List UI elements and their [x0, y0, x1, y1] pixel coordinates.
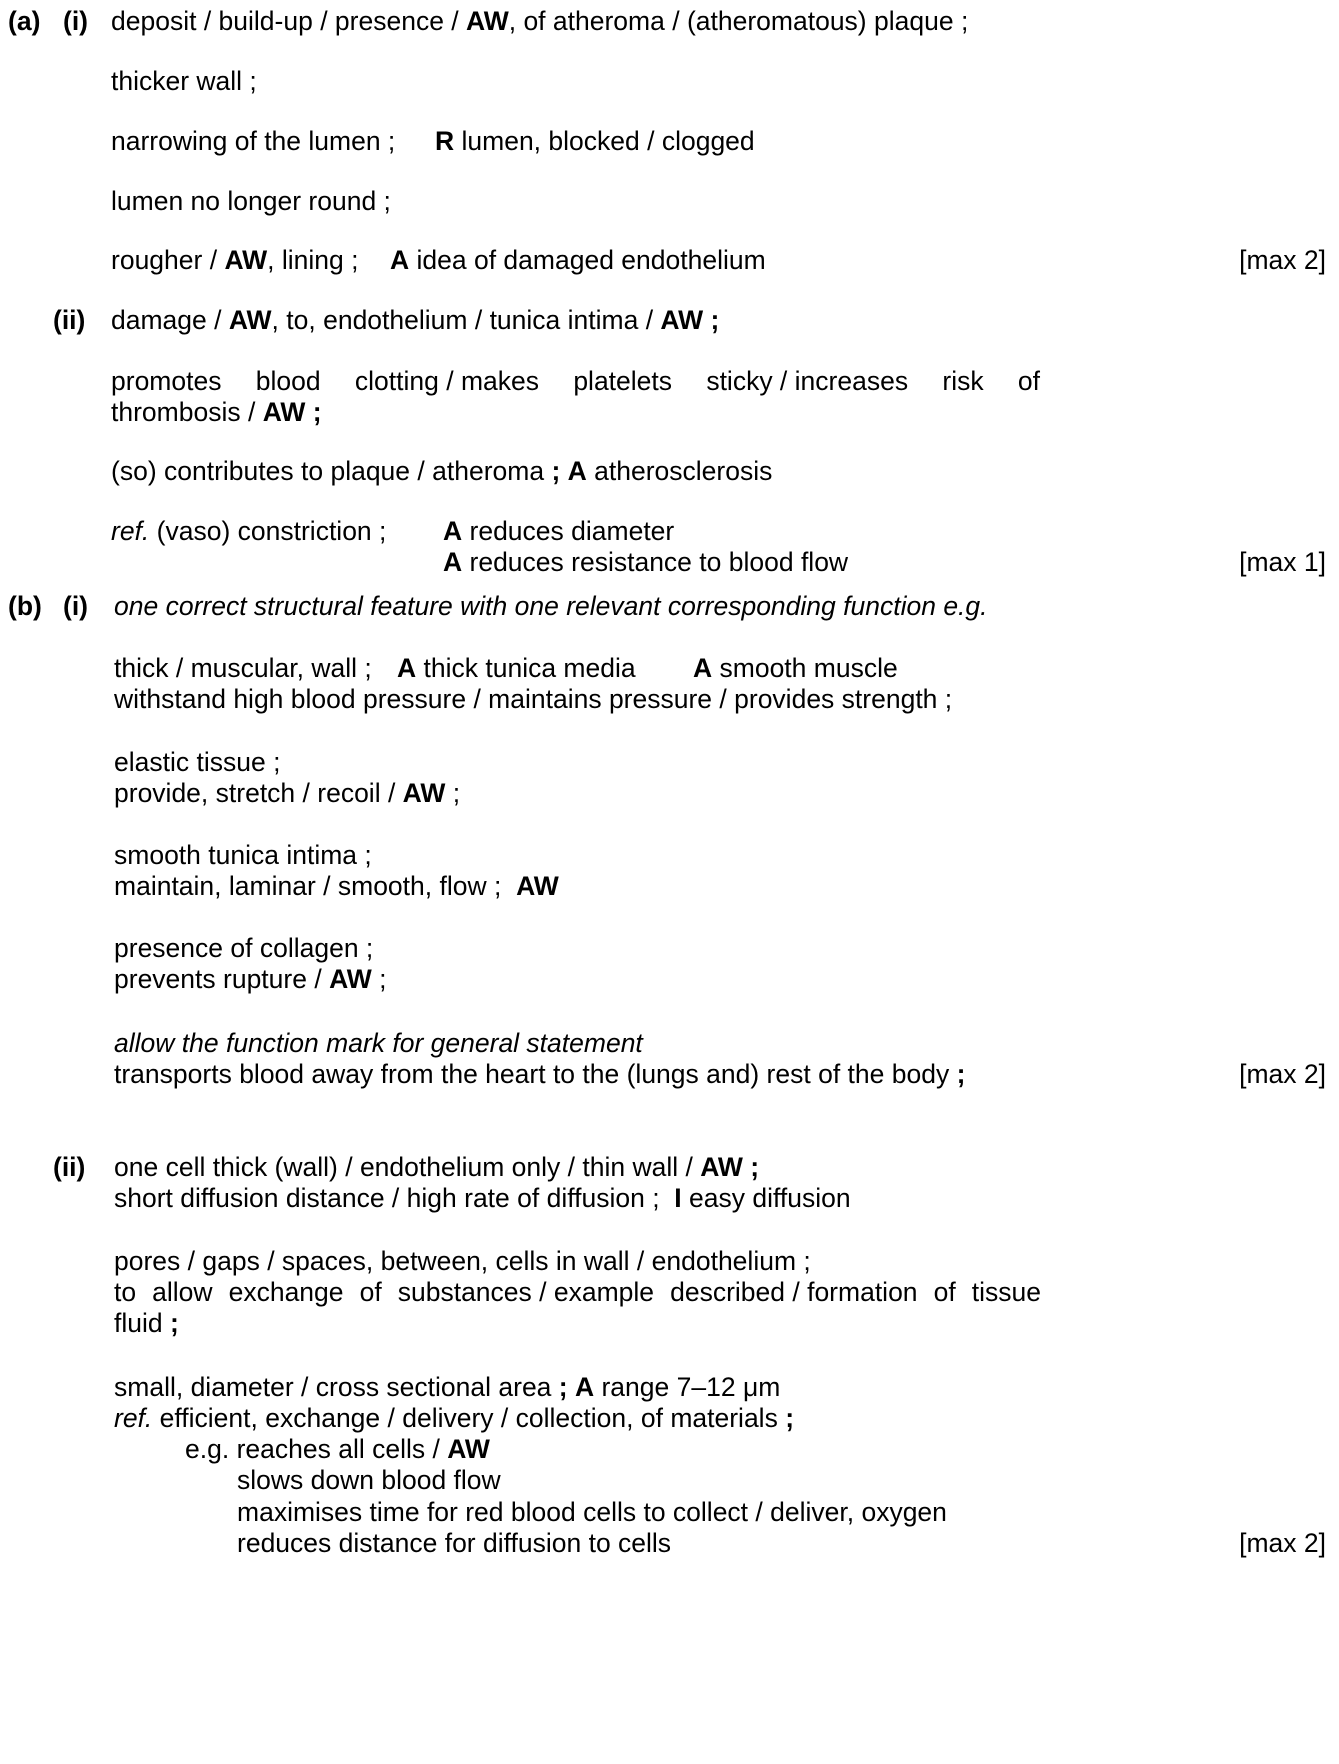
b-i-thick-wall: thick / muscular, wall ; — [114, 653, 372, 683]
text: rougher / — [111, 245, 225, 275]
a-ii-accept-resistance — [443, 547, 848, 578]
ref-tag: ref. — [114, 1403, 153, 1433]
b-ii-one-cell — [114, 1152, 759, 1183]
text: range 7–12 μm — [594, 1372, 781, 1402]
a-ii-thrombosis — [111, 397, 322, 428]
text: efficient, exchange / delivery / collection, of materials — [152, 1403, 786, 1433]
b-i-smooth: smooth tunica intima ; — [114, 840, 372, 870]
word: risk — [942, 366, 984, 396]
semicolon: ; — [785, 1403, 795, 1433]
text: ; — [703, 305, 720, 335]
b-i-withstand: withstand high blood pressure / maintains pressure / provides strength ; — [114, 684, 953, 714]
b-i-transports — [114, 1059, 965, 1090]
word: blood — [255, 366, 321, 396]
word: sticky / increases — [706, 366, 909, 396]
text: reduces diameter — [462, 516, 675, 546]
text: , to, endothelium / tunica intima / — [271, 305, 661, 335]
text: deposit / build-up / presence / — [111, 6, 467, 36]
word: of — [1017, 366, 1040, 396]
accept-tag: A — [567, 456, 587, 486]
ignore-tag: I — [674, 1183, 682, 1213]
semicolon: ; — [551, 456, 561, 486]
b-i-elastic: elastic tissue ; — [114, 747, 281, 777]
b-i-laminar — [114, 871, 559, 902]
b-i-stretch — [114, 778, 460, 809]
aw-tag: AW — [224, 245, 268, 275]
text: (so) contributes to plaque / atheroma — [111, 456, 552, 486]
word: platelets — [573, 366, 673, 396]
semicolon: ; — [169, 1308, 179, 1338]
sub-ii-label: (ii) — [53, 1152, 86, 1182]
b-ii-slows: slows down blood flow — [237, 1465, 501, 1495]
a-ii-contributes — [111, 456, 772, 487]
a-i-deposit-line — [111, 6, 968, 37]
accept-tag: A — [397, 653, 417, 683]
a-ii-accept-diameter — [443, 516, 674, 547]
a-i-not-round: lumen no longer round ; — [111, 186, 391, 216]
text: , lining ; — [267, 245, 359, 275]
reject-tag: R — [435, 126, 455, 156]
word: promotes — [111, 366, 222, 396]
text: reduces resistance to blood flow — [462, 547, 849, 577]
b-ii-maximises: maximises time for red blood cells to collect / deliver, oxygen — [237, 1497, 947, 1527]
b-ii-allow-line — [114, 1277, 1041, 1308]
text: idea of damaged endothelium — [409, 245, 766, 275]
aw-tag: AW — [700, 1152, 743, 1182]
b-i-allow-note — [114, 1028, 643, 1059]
a-ii-promotes-line — [111, 366, 1040, 397]
max-marks-a-ii: [max 1] — [1239, 547, 1326, 577]
text: prevents rupture / — [114, 964, 330, 994]
b-ii-efficient — [114, 1403, 794, 1434]
text: ; — [742, 1152, 760, 1182]
aw-tag: AW — [228, 305, 272, 335]
max-marks-a-i: [max 2] — [1239, 245, 1326, 275]
text: easy diffusion — [681, 1183, 851, 1213]
text: maintain, laminar / smooth, flow ; — [114, 871, 502, 901]
text: thick tunica media — [416, 653, 636, 683]
text: ; — [305, 397, 322, 427]
max-marks-b-ii: [max 2] — [1239, 1528, 1326, 1558]
b-i-intro — [114, 591, 988, 622]
word: to — [114, 1277, 137, 1307]
accept-tag: A — [443, 516, 463, 546]
sub-ii-label: (ii) — [53, 305, 86, 335]
max-marks-b-i: [max 2] — [1239, 1059, 1326, 1089]
aw-tag: AW — [466, 6, 509, 36]
semicolon: ; — [558, 1372, 568, 1402]
b-ii-small-diameter — [114, 1372, 780, 1403]
aw-tag: AW — [447, 1434, 490, 1464]
b-ii-fluid — [114, 1308, 179, 1339]
text: e.g. reaches all cells / — [185, 1434, 448, 1464]
a-i-narrowing: narrowing of the lumen ; — [111, 126, 396, 156]
text: thrombosis / — [111, 397, 263, 427]
sub-i-label: (i) — [63, 6, 89, 36]
accept-tag: A — [693, 653, 713, 683]
text: small, diameter / cross sectional area — [114, 1372, 559, 1402]
b-ii-reduces: reduces distance for diffusion to cells — [237, 1528, 672, 1558]
ref-tag: ref. — [111, 516, 150, 546]
b-i-collagen: presence of collagen ; — [114, 933, 374, 963]
text: (vaso) constriction ; — [149, 516, 387, 546]
word: substances / example — [397, 1277, 655, 1307]
a-i-thicker-wall: thicker wall ; — [111, 66, 257, 96]
word: clotting / makes — [354, 366, 540, 396]
sub-i-label: (i) — [63, 591, 89, 621]
word: exchange — [228, 1277, 344, 1307]
a-i-accept-note — [390, 245, 766, 276]
aw-tag: AW — [402, 778, 446, 808]
text: fluid — [114, 1308, 170, 1338]
a-i-reject-note — [435, 126, 755, 157]
text: transports blood away from the heart to the (lungs and) rest of the body — [114, 1059, 957, 1089]
accept-tag: A — [390, 245, 410, 275]
word: allow — [152, 1277, 213, 1307]
instruction: one correct structural feature with one relevant corresponding function e.g. — [114, 591, 988, 621]
text: ; — [445, 778, 461, 808]
word: of — [359, 1277, 382, 1307]
b-i-accept-muscle — [693, 653, 898, 684]
text: lumen, blocked / clogged — [454, 126, 755, 156]
b-ii-example — [185, 1434, 490, 1465]
word: tissue — [971, 1277, 1041, 1307]
a-ii-damage — [111, 305, 719, 336]
aw-tag: AW — [660, 305, 704, 335]
aw-tag: AW — [262, 397, 306, 427]
b-i-rupture — [114, 964, 386, 995]
b-ii-short-diffusion — [114, 1183, 851, 1214]
accept-tag: A — [443, 547, 463, 577]
word: of — [933, 1277, 956, 1307]
a-ii-constriction — [111, 516, 386, 547]
text: damage / — [111, 305, 229, 335]
aw-tag: AW — [329, 964, 372, 994]
text: smooth muscle — [712, 653, 898, 683]
b-i-accept-media — [397, 653, 636, 684]
text: one cell thick (wall) / endothelium only / thin wall / — [114, 1152, 701, 1182]
part-a-label: (a) — [8, 6, 41, 36]
aw-tag: AW — [516, 871, 559, 901]
a-i-rougher — [111, 245, 358, 276]
word: described / formation — [670, 1277, 918, 1307]
text: short diffusion distance / high rate of diffusion ; — [114, 1183, 660, 1213]
semicolon: ; — [956, 1059, 966, 1089]
text: , of atheroma / (atheromatous) plaque ; — [508, 6, 969, 36]
instruction: allow the function mark for general statement — [114, 1028, 643, 1058]
text: provide, stretch / recoil / — [114, 778, 403, 808]
text: atherosclerosis — [586, 456, 773, 486]
text: ; — [371, 964, 387, 994]
accept-tag: A — [574, 1372, 595, 1402]
part-b-label: (b) — [8, 591, 42, 621]
b-ii-pores: pores / gaps / spaces, between, cells in wall / endothelium ; — [114, 1246, 811, 1276]
